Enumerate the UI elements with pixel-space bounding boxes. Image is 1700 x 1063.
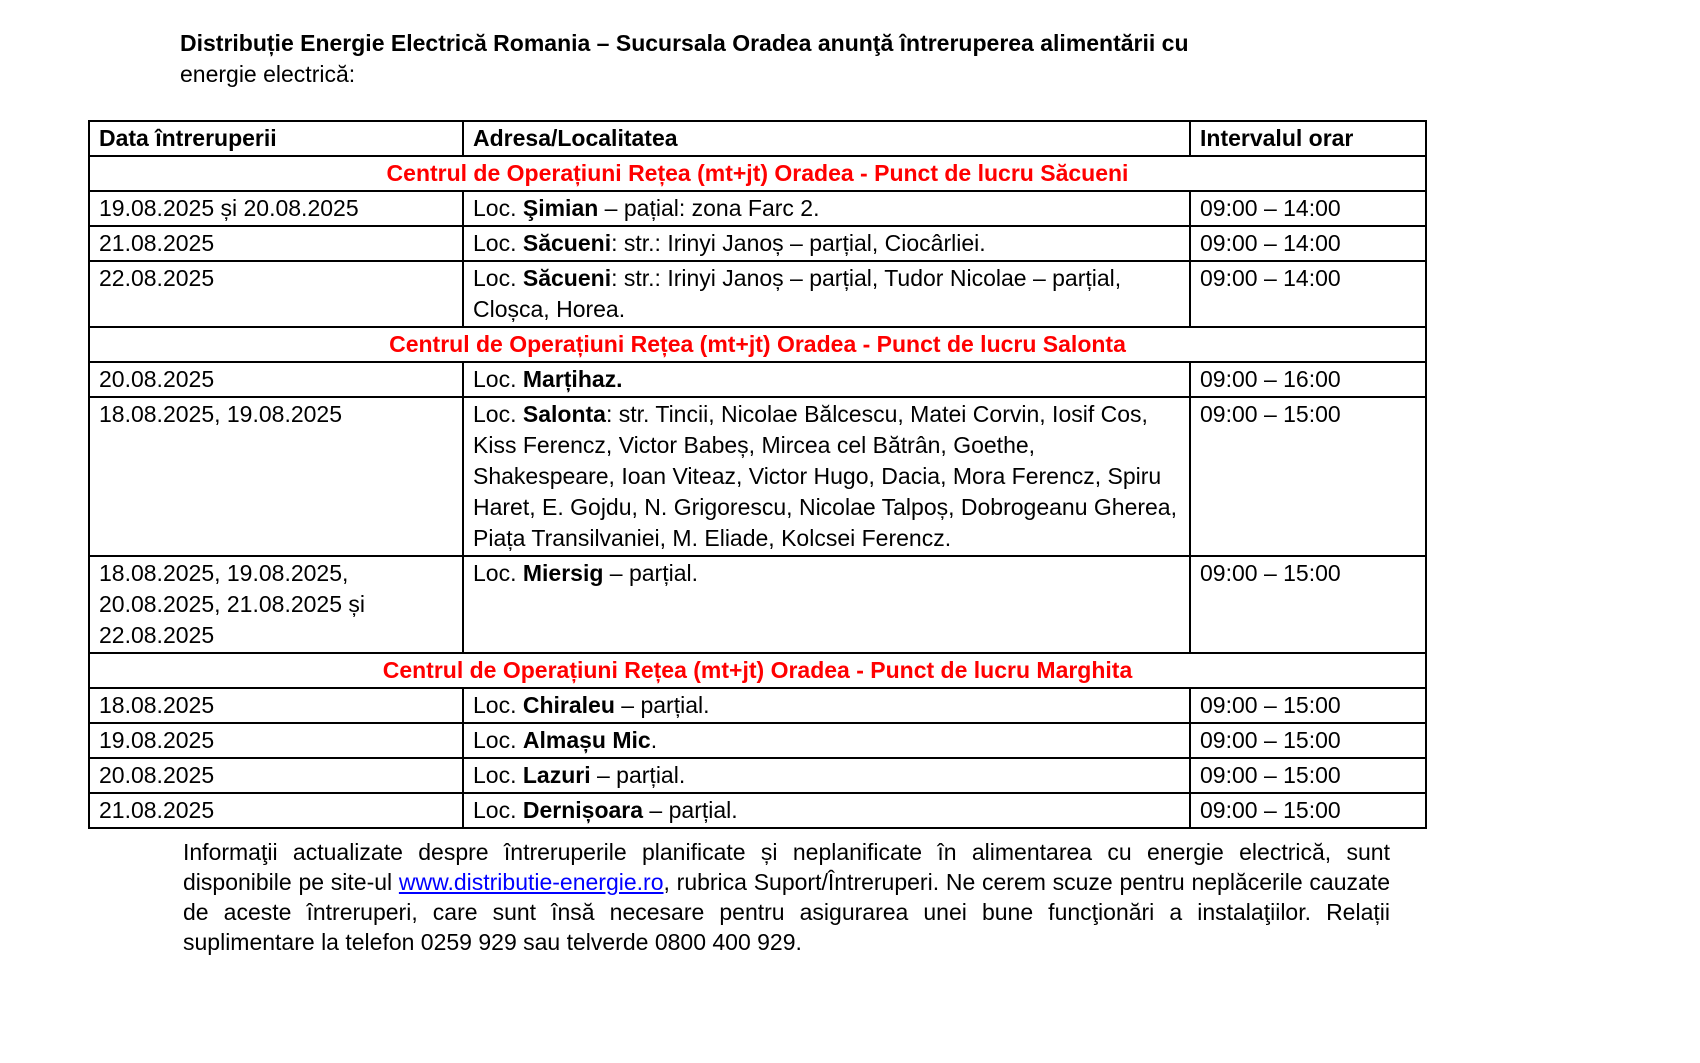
locality-name: Săcueni <box>522 265 612 291</box>
page-title <box>180 28 1400 90</box>
table-row <box>89 723 1426 758</box>
address-cell <box>463 191 1190 226</box>
address-details: – parțial. <box>590 762 686 788</box>
table-row <box>89 226 1426 261</box>
section-title: Centrul de Operațiuni Rețea (mt+jt) Oradea - Punct de lucru Săcueni <box>89 156 1426 191</box>
section-title: Centrul de Operațiuni Rețea (mt+jt) Oradea - Punct de lucru Marghita <box>89 653 1426 688</box>
table-row <box>89 191 1426 226</box>
table-row <box>89 362 1426 397</box>
interval-cell: 09:00 – 15:00 <box>1190 758 1426 793</box>
table-row <box>89 556 1426 653</box>
address-details: : str.: Irinyi Janoș – parțial, Ciocârliei. <box>611 230 986 256</box>
footer-paragraph <box>183 837 1390 957</box>
address-details: – parțial. <box>614 692 710 718</box>
table-row <box>89 793 1426 828</box>
table-row <box>89 688 1426 723</box>
interval-cell: 09:00 – 16:00 <box>1190 362 1426 397</box>
date-cell: 21.08.2025 <box>89 793 463 828</box>
date-cell: 20.08.2025 <box>89 758 463 793</box>
section-header-marghita <box>89 653 1426 688</box>
address-cell <box>463 397 1190 556</box>
loc-prefix: Loc. <box>473 195 523 221</box>
loc-prefix: Loc. <box>473 560 523 586</box>
page-title-second-line: energie electrică: <box>180 61 356 87</box>
locality-name: Săcueni <box>522 230 612 256</box>
address-cell <box>463 261 1190 327</box>
table-header-row <box>89 121 1426 156</box>
locality-name: Miersig <box>522 560 604 586</box>
loc-prefix: Loc. <box>473 727 523 753</box>
footer-text-after-link: , rubrica Suport/Întreruperi. Ne cerem scuze pentru neplăcerile cauzate de aceste întreruperi, care sunt însă necesare pentru asigurarea unei bune funcţionări a instalaţiilor. Relații suplimentare la telefon 0259 929 sau telverde 0800 400 929. <box>183 869 1390 955</box>
address-details: : str. Tincii, Nicolae Bălcescu, Matei Corvin, Iosif Cos, Kiss Ferencz, Victor Babeș, Mircea cel Bătrân, Goethe, Shakespeare, Ioan Viteaz, Victor Hugo, Dacia, Mora Ferencz, Spiru Haret, E. Gojdu, N. Grigorescu, Nicolae Talpoș, Dobrogeanu Gherea, Piața Transilvaniei, M. Eliade, Kolcsei Ferencz. <box>473 401 1177 551</box>
locality-name: Dernișoara <box>522 797 644 823</box>
locality-name: Şimian <box>522 195 599 221</box>
address-details: . <box>650 727 658 753</box>
table-row <box>89 397 1426 556</box>
col-header-address: Adresa/Localitatea <box>463 121 1190 156</box>
date-cell: 20.08.2025 <box>89 362 463 397</box>
loc-prefix: Loc. <box>473 265 523 291</box>
website-link[interactable]: www.distributie-energie.ro <box>398 869 664 895</box>
section-header-sacueni <box>89 156 1426 191</box>
locality-name: Marțihaz. <box>522 366 623 392</box>
date-cell: 18.08.2025, 19.08.2025 <box>89 397 463 556</box>
loc-prefix: Loc. <box>473 692 523 718</box>
loc-prefix: Loc. <box>473 797 523 823</box>
footer-text-before-link: Informaţii actualizate despre întreruperile planificate și neplanificate în alimentarea cu energie electrică, sunt disponibile pe site-ul <box>183 839 1390 895</box>
date-cell: 19.08.2025 <box>89 723 463 758</box>
page-title-bold-line: Distribuție Energie Electrică Romania – Sucursala Oradea anunţă întreruperea alimentării cu <box>180 30 1189 56</box>
table-row <box>89 261 1426 327</box>
date-cell: 19.08.2025 și 20.08.2025 <box>89 191 463 226</box>
date-cell: 18.08.2025 <box>89 688 463 723</box>
locality-name: Chiraleu <box>522 692 615 718</box>
interval-cell: 09:00 – 15:00 <box>1190 556 1426 653</box>
loc-prefix: Loc. <box>473 366 523 392</box>
address-details: – parțial. <box>603 560 699 586</box>
table-row <box>89 758 1426 793</box>
section-title: Centrul de Operațiuni Rețea (mt+jt) Oradea - Punct de lucru Salonta <box>89 327 1426 362</box>
interval-cell: 09:00 – 15:00 <box>1190 723 1426 758</box>
date-cell: 21.08.2025 <box>89 226 463 261</box>
interval-cell: 09:00 – 15:00 <box>1190 397 1426 556</box>
locality-name: Almașu Mic <box>522 727 651 753</box>
locality-name: Lazuri <box>522 762 591 788</box>
interval-cell: 09:00 – 14:00 <box>1190 226 1426 261</box>
loc-prefix: Loc. <box>473 230 523 256</box>
address-cell <box>463 688 1190 723</box>
outage-table <box>88 120 1427 829</box>
col-header-interval: Intervalul orar <box>1190 121 1426 156</box>
col-header-date: Data întreruperii <box>89 121 463 156</box>
interval-cell: 09:00 – 15:00 <box>1190 688 1426 723</box>
address-cell <box>463 226 1190 261</box>
address-details: – parțial. <box>643 797 738 823</box>
date-cell: 18.08.2025, 19.08.2025, 20.08.2025, 21.08.2025 și 22.08.2025 <box>89 556 463 653</box>
interval-cell: 09:00 – 14:00 <box>1190 191 1426 226</box>
address-cell <box>463 362 1190 397</box>
address-details: : str.: Irinyi Janoș – parțial, Tudor Nicolae – parțial, Cloșca, Horea. <box>473 265 1122 322</box>
address-cell <box>463 723 1190 758</box>
address-cell <box>463 793 1190 828</box>
date-cell: 22.08.2025 <box>89 261 463 327</box>
address-cell <box>463 556 1190 653</box>
locality-name: Salonta <box>522 401 606 427</box>
section-header-salonta <box>89 327 1426 362</box>
interval-cell: 09:00 – 14:00 <box>1190 261 1426 327</box>
loc-prefix: Loc. <box>473 401 523 427</box>
address-cell <box>463 758 1190 793</box>
address-details: – pațial: zona Farc 2. <box>598 195 820 221</box>
loc-prefix: Loc. <box>473 762 523 788</box>
interval-cell: 09:00 – 15:00 <box>1190 793 1426 828</box>
